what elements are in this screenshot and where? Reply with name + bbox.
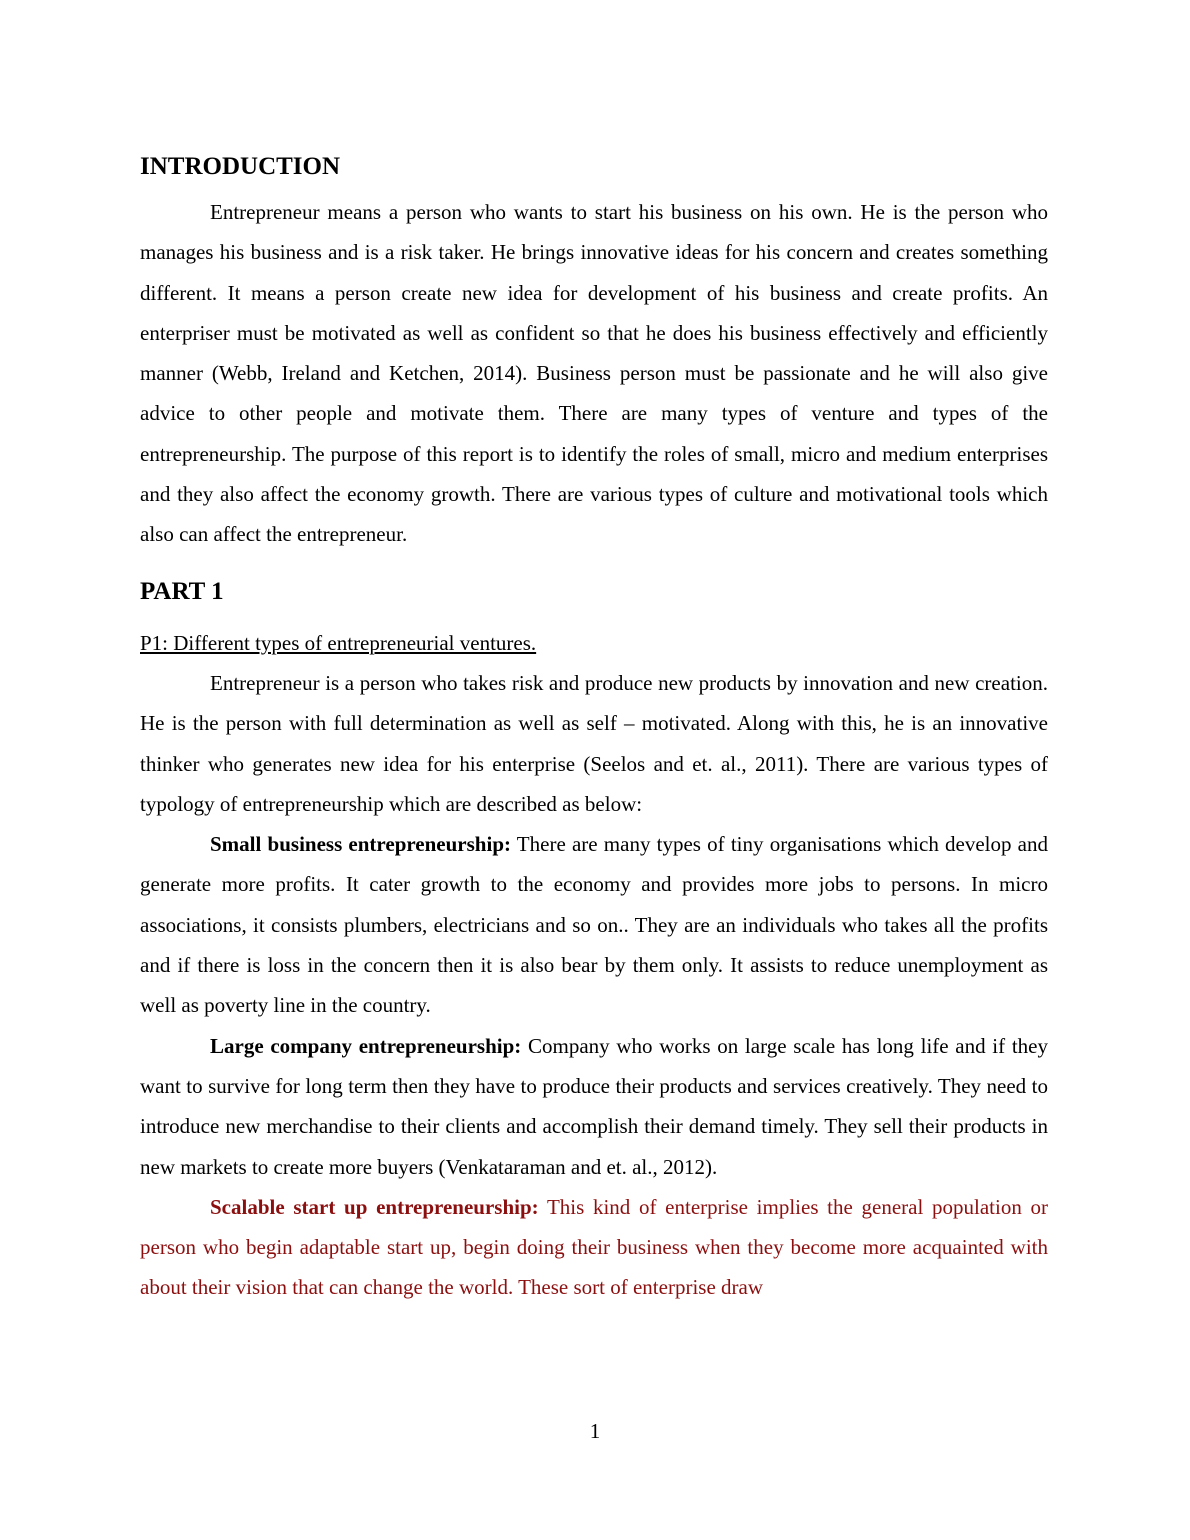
scalable-startup-text: This kind of enterprise implies the general population or person who begin adaptable start up, begin doing their business when they become more acquainted with about their vision that can change the world. These sort of enterprise draw bbox=[140, 1194, 1049, 1300]
large-company-term: Large company entrepreneurship: bbox=[210, 1033, 522, 1058]
small-business-term: Small business entrepreneurship: bbox=[210, 832, 511, 857]
p1-intro-paragraph: Entrepreneur is a person who takes risk and produce new products by innovation and new creation. He is the person with full determination as well as self – motivated. Along with this, he is an innovative thinker who generates new idea for his enterprise (Seelos and et. al., 2011). There are various types of typology of entrepreneurship which are described as below: bbox=[140, 670, 1048, 816]
small-business-text: There are many types of tiny organisations which develop and generate more profits. It cater growth to the economy and provides more jobs to persons. In micro associations, it consists plumbers, electricians and so on.. They are an individuals who takes all the profits and if there is loss in the concern then it is also bear by them only. It assists to reduce unemployment as well as poverty line in the country. bbox=[140, 832, 1048, 1018]
large-company-paragraph bbox=[140, 1026, 1048, 1187]
page-content bbox=[140, 148, 1048, 1308]
introduction-heading: INTRODUCTION bbox=[140, 153, 341, 180]
large-company-text: Company who works on large scale has long life and if they want to survive for long term then they have to produce their products and services creatively. They need to introduce new merchandise to their clients and accomplish their demand timely. They sell their products in new markets to create more buyers (Venkataraman and et. al., 2012). bbox=[140, 1033, 1048, 1179]
page-number: 1 bbox=[589, 1419, 601, 1443]
introduction-paragraph: Entrepreneur means a person who wants to start his business on his own. He is the person who manages his business and is a risk taker. He brings innovative ideas for his concern and creates something different. It means a person create new idea for development of his business and create profits. An enterpriser must be motivated as well as confident so that he does his business effectively and efficiently manner (Webb, Ireland and Ketchen, 2014). Business person must be passionate and he will also give advice to other people and motivate them. There are many types of venture and types of the entrepreneurship. The purpose of this report is to identify the roles of small, micro and medium enterprises and they also affect the economy growth. There are various types of culture and motivational tools which also can affect the entrepreneur. bbox=[140, 200, 1048, 547]
small-business-paragraph bbox=[140, 824, 1048, 1025]
scalable-startup-paragraph bbox=[140, 1187, 1048, 1308]
scalable-startup-term: Scalable start up entrepreneurship: bbox=[210, 1194, 539, 1219]
part-1-heading: PART 1 bbox=[140, 577, 224, 605]
p1-subheading: P1: Different types of entrepreneurial ventures. bbox=[140, 630, 537, 655]
